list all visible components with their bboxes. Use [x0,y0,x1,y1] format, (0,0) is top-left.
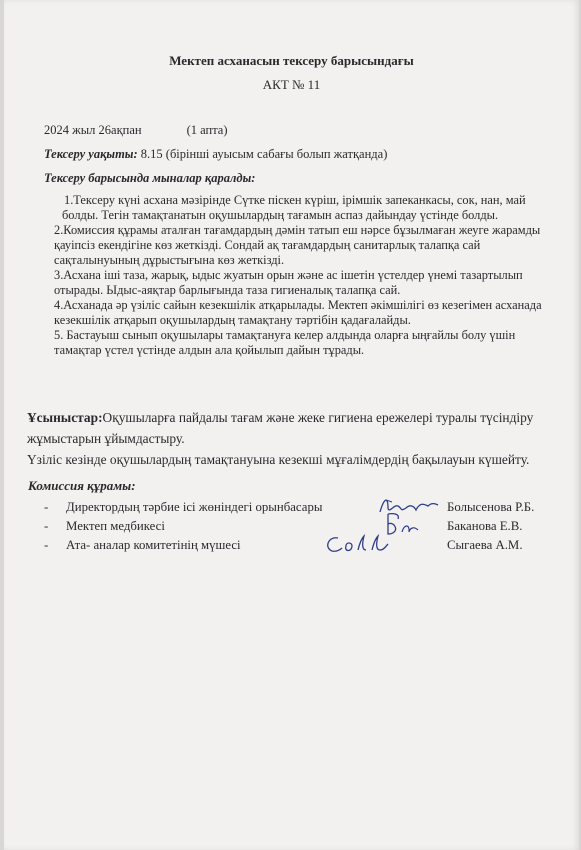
member-name: Баканова Е.В. [447,519,523,533]
signature-3 [322,532,392,556]
finding-item: 1.Тексеру күні асхана мәзірінде Сүтке піскен күріш, ірімшік запеканкасы, сок, нан, май болды. Тегін тамақтанатын оқушылардың тағамын аспаз дайындау үстінде болды. [62,193,526,222]
commission-heading: Комиссия құрамы: [28,478,136,493]
member-row [44,500,564,519]
date-line [44,123,228,138]
dash: - [44,519,49,533]
considered-heading: Тексеру барысында мыналар қаралды: [44,171,256,185]
recommendations [27,407,577,449]
member-role: Директордың тәрбие ісі жөніндегі орынбасары [66,500,323,514]
finding-item: 3.Асхана іші таза, жарық, ыдыс жуатын орын және ас ішетін үстелдер үнемі тазартылып отырады. Ыдыс-аяқтар барлығында таза гигиеналық талапқа сай. [54,268,523,297]
member-name: Сыгаева А.М. [447,538,523,552]
dash: - [44,500,49,514]
member-row [44,538,564,557]
member-role: Мектеп медбикесі [66,519,165,533]
recommendation-text: Оқушыларға пайдалы тағам және жеке гигиена ережелері туралы түсіндіру жұмыстарын ұйымдастыру. [27,410,534,446]
inspection-time [44,147,387,162]
member-row [44,519,564,538]
commission-members [44,500,564,557]
time-value: 8.15 (бірінші ауысым сабағы болып жатқанда) [137,147,388,161]
finding-item: 4.Асханада әр үзіліс сайын кезекшілік атқарылады. Мектеп әкімшілігі өз кезегімен асханада кезекшілік атқарып оқушылардың тамақтану тәртібін қадағалайды. [54,298,542,327]
dash: - [44,538,49,552]
document-title: Мектеп асханасын тексеру барысындағы [169,53,414,68]
document-page [4,0,579,850]
finding-item: 5. Бастауыш сынып оқушылары тамақтануға келер алдында оларға ыңғайлы болу үшін тамақтар үстел үстінде алдын ала қойылып дайын тұрады. [54,328,516,357]
date: 2024 жыл 26ақпан [44,123,142,137]
recommendation-2: Үзіліс кезінде оқушылардың тамақтануына кезекші мұғалімдердің бақылауын күшейту. [27,452,530,467]
member-role: Ата- аналар комитетінің мүшесі [66,538,241,552]
recommendation-label: Ұсыныстар: [27,410,103,425]
findings-list [54,193,542,358]
member-name: Болысенова Р.Б. [447,500,535,514]
finding-item: 2.Комиссия құрамы аталған тағамдардың дәмін татып еш нәрсе бұзылмаған жеуге жарамды қауіпсіз екендігіне көз жеткізді. Сондай ақ тағамдардың санитарлық талапқа сай сақталынуының дұрыстығына көз жеткізді. [54,223,541,267]
time-label: Тексеру уақыты: [44,147,138,161]
act-number: АКТ № 11 [262,77,321,92]
week: (1 апта) [186,123,228,137]
